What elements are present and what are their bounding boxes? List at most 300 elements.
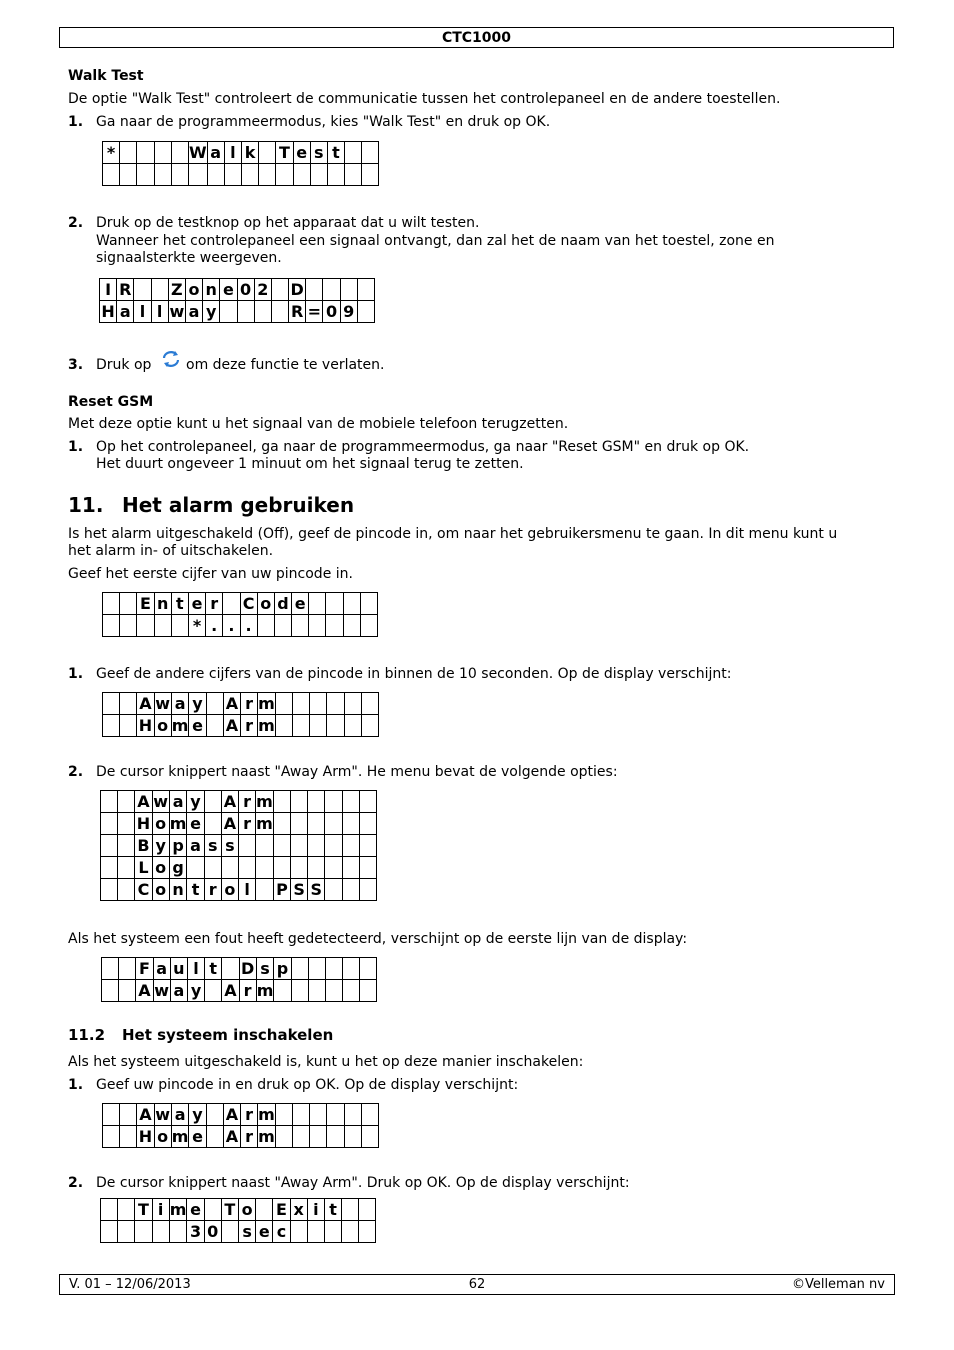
lcd-cell [271, 301, 288, 323]
lcd-row [103, 164, 379, 186]
lcd-cell [344, 715, 361, 737]
lcd-cell [344, 1104, 361, 1126]
walk-test-step3-post: om deze functie te verlaten. [186, 357, 385, 373]
lcd-cell: s [256, 958, 274, 980]
lcd-cell [293, 164, 310, 186]
lcd-cell [187, 857, 204, 879]
lcd-cell [325, 857, 342, 879]
lcd-cell [291, 958, 308, 980]
lcd-cell [273, 835, 290, 857]
lcd-cell: s [310, 142, 327, 164]
lcd-cell [360, 593, 377, 615]
lcd-cell [324, 1221, 341, 1243]
lcd-cell [257, 615, 274, 637]
walk-test-step2-detail: Wanneer het controlepaneel een signaal ontvangt, dan zal het de naam van het toestel, zone en [96, 233, 775, 249]
lcd-cell [120, 1104, 137, 1126]
lcd-row [102, 958, 377, 980]
lcd-cell: m [256, 814, 273, 833]
lcd-cell [275, 1126, 292, 1148]
lcd-cell: a [153, 958, 170, 980]
lcd-cell [134, 279, 151, 301]
lcd-cell: e [189, 1126, 206, 1148]
lcd-cell: m [256, 981, 274, 1000]
lcd-cell [118, 835, 135, 857]
lcd-cell [275, 693, 292, 715]
step-number: 1. [68, 666, 84, 682]
lcd-cell [308, 980, 325, 1002]
lcd-cell [205, 980, 222, 1002]
lcd-cell: r [240, 715, 257, 737]
lcd-cell [327, 1126, 344, 1148]
lcd-cell [221, 1221, 238, 1243]
lcd-cell: Z [168, 279, 185, 301]
lcd-cell [345, 164, 362, 186]
lcd-row [101, 835, 377, 857]
lcd-cell: x [290, 1199, 307, 1221]
lcd-cell [326, 593, 343, 615]
lcd-cell: E [273, 1199, 290, 1221]
walk-test-step2-detail: signaalsterkte weergeven. [96, 250, 282, 266]
lcd-row [103, 715, 379, 737]
lcd-cell [154, 142, 171, 164]
section11-2-step1: Geef uw pincode in en druk op OK. Op de display verschijnt: [96, 1077, 519, 1093]
lcd-cell [342, 835, 359, 857]
lcd-cell: t [327, 142, 344, 164]
lcd-cell [359, 835, 376, 857]
lcd-cell: R [117, 279, 134, 301]
lcd-row [103, 693, 379, 715]
lcd-cell: A [135, 791, 152, 813]
lcd-cell: m [258, 1127, 275, 1146]
lcd-cell: A [221, 813, 238, 835]
lcd-row [101, 1221, 376, 1243]
lcd-display [102, 141, 379, 186]
lcd-cell: m [258, 716, 275, 735]
lcd-cell [345, 142, 362, 164]
lcd-cell [118, 879, 135, 901]
lcd-display [100, 790, 377, 901]
lcd-cell [327, 693, 344, 715]
lcd-cell [221, 857, 238, 879]
lcd-cell [207, 164, 224, 186]
lcd-cell [103, 593, 120, 615]
lcd-cell [118, 1199, 135, 1221]
refresh-icon [161, 350, 181, 368]
lcd-cell: t [187, 879, 204, 901]
lcd-cell [120, 615, 137, 637]
step-number: 2. [68, 215, 84, 231]
lcd-cell: m [169, 1200, 187, 1219]
lcd-cell: e [293, 142, 310, 164]
lcd-cell: a [171, 1104, 189, 1126]
lcd-row [100, 301, 375, 323]
subsection-title: Het systeem inschakelen [122, 1026, 334, 1044]
lcd-display [102, 692, 379, 737]
lcd-cell [359, 1221, 376, 1243]
lcd-cell [220, 301, 237, 323]
lcd-cell: C [135, 879, 152, 901]
lcd-cell [357, 279, 374, 301]
lcd-cell: o [221, 879, 238, 901]
lcd-cell: r [204, 879, 221, 901]
lcd-cell: F [136, 958, 153, 980]
lcd-cell: m [169, 814, 187, 833]
lcd-cell [359, 813, 376, 835]
lcd-cell: T [221, 1199, 238, 1221]
lcd-cell: A [222, 980, 239, 1002]
lcd-cell [101, 1199, 118, 1221]
reset-gsm-step1: Op het controlepaneel, ga naar de programmeermodus, ga naar "Reset GSM" en druk op OK. [96, 439, 750, 455]
lcd-cell: E [137, 593, 154, 615]
lcd-cell: a [169, 791, 187, 813]
lcd-cell [310, 693, 327, 715]
lcd-display [102, 1103, 379, 1148]
lcd-cell: a [185, 301, 202, 323]
lcd-cell [103, 693, 120, 715]
lcd-cell [222, 958, 239, 980]
lcd-cell [204, 1199, 221, 1221]
lcd-cell [362, 142, 379, 164]
lcd-cell [327, 715, 344, 737]
lcd-cell: 0 [204, 1221, 221, 1243]
lcd-display [102, 592, 378, 637]
lcd-cell: r [238, 791, 255, 813]
lcd-cell [103, 1104, 120, 1126]
lcd-cell [238, 857, 255, 879]
lcd-cell [120, 164, 137, 186]
lcd-cell: e [292, 593, 309, 615]
lcd-row [103, 1126, 379, 1148]
lcd-cell [291, 791, 308, 813]
lcd-cell [308, 958, 325, 980]
lcd-cell: m [256, 792, 273, 811]
lcd-cell [291, 857, 308, 879]
lcd-cell [359, 1199, 376, 1221]
lcd-cell: r [206, 593, 223, 615]
lcd-cell [256, 1199, 273, 1221]
lcd-cell: H [101, 302, 115, 321]
lcd-cell [238, 835, 255, 857]
lcd-cell [361, 693, 378, 715]
lcd-row [101, 1199, 376, 1221]
lcd-cell [118, 791, 135, 813]
step-number: 1. [68, 114, 84, 130]
lcd-cell [344, 1126, 361, 1148]
lcd-row [101, 791, 377, 813]
lcd-cell [154, 615, 171, 637]
footer-page-number: 62 [468, 1277, 486, 1292]
lcd-cell [357, 301, 374, 323]
lcd-cell: i [307, 1199, 324, 1221]
lcd-cell: . [223, 615, 240, 637]
lcd-cell [102, 980, 119, 1002]
lcd-cell [361, 1104, 378, 1126]
reset-gsm-step1-detail: Het duurt ongeveer 1 minuut om het signaal terug te zetten. [96, 456, 524, 472]
lcd-cell: e [187, 813, 204, 835]
lcd-cell: l [224, 142, 241, 164]
lcd-display [100, 1198, 376, 1243]
lcd-cell: l [187, 958, 204, 980]
lcd-cell [259, 142, 276, 164]
lcd-cell [273, 813, 290, 835]
lcd-cell: T [135, 1199, 152, 1221]
lcd-cell: A [223, 715, 240, 737]
lcd-cell [342, 1199, 359, 1221]
lcd-cell: g [169, 857, 187, 879]
lcd-cell [206, 715, 223, 737]
lcd-cell: * [103, 142, 120, 164]
lcd-cell: 0 [323, 301, 340, 323]
lcd-cell [120, 593, 137, 615]
lcd-cell: y [187, 980, 204, 1002]
lcd-display [101, 957, 377, 1002]
lcd-cell [241, 164, 258, 186]
lcd-cell [135, 1221, 152, 1243]
lcd-cell: e [220, 279, 237, 301]
lcd-cell [306, 279, 323, 301]
lcd-cell: 2 [254, 279, 271, 301]
lcd-cell: o [238, 1199, 255, 1221]
lcd-cell [276, 164, 293, 186]
lcd-cell: o [185, 279, 202, 301]
lcd-cell: n [154, 593, 171, 615]
lcd-row [101, 879, 377, 901]
lcd-cell: H [136, 814, 151, 833]
lcd-cell: A [223, 1104, 240, 1126]
lcd-cell: e [187, 1199, 204, 1221]
lcd-cell [309, 593, 326, 615]
lcd-cell: * [188, 615, 205, 637]
footer-version: V. 01 – 12/06/2013 [69, 1277, 191, 1292]
lcd-cell [103, 615, 120, 637]
lcd-cell: H [138, 1127, 153, 1146]
lcd-cell [342, 1221, 359, 1243]
reset-gsm-title: Reset GSM [68, 394, 154, 410]
lcd-cell: s [221, 835, 238, 857]
lcd-cell: m [258, 694, 275, 713]
lcd-cell [254, 301, 271, 323]
lcd-cell [359, 857, 376, 879]
lcd-cell [325, 879, 342, 901]
lcd-cell: n [169, 879, 187, 901]
lcd-cell [325, 958, 342, 980]
lcd-cell: . [206, 615, 223, 637]
lcd-cell: a [170, 980, 187, 1002]
lcd-cell [204, 813, 221, 835]
lcd-cell [343, 958, 360, 980]
lcd-cell: i [152, 1199, 169, 1221]
lcd-cell [101, 857, 118, 879]
lcd-cell [290, 1221, 307, 1243]
lcd-display [99, 278, 375, 323]
lcd-cell [361, 1126, 378, 1148]
lcd-cell: H [138, 716, 153, 735]
lcd-cell [103, 715, 120, 737]
lcd-cell [291, 980, 308, 1002]
lcd-cell [101, 835, 118, 857]
lcd-cell: = [307, 302, 322, 321]
lcd-cell: w [153, 792, 169, 811]
lcd-cell: c [273, 1221, 290, 1243]
lcd-row [101, 813, 377, 835]
lcd-cell [343, 980, 360, 1002]
step-number: 1. [68, 1077, 84, 1093]
lcd-cell: A [137, 693, 154, 715]
lcd-cell: o [257, 593, 274, 615]
lcd-cell [119, 958, 136, 980]
walk-test-intro: De optie "Walk Test" controleert de communicatie tussen het controlepaneel en de andere toestellen. [68, 91, 781, 107]
lcd-cell: w [169, 302, 185, 321]
lcd-cell: m [258, 1105, 275, 1124]
lcd-cell [256, 835, 274, 857]
lcd-cell [103, 1126, 120, 1148]
lcd-cell: p [274, 958, 291, 980]
lcd-cell [120, 1126, 137, 1148]
section11-intro: het alarm in- of uitschakelen. [68, 543, 274, 559]
lcd-cell [343, 615, 360, 637]
lcd-cell: e [189, 715, 206, 737]
lcd-cell [327, 164, 344, 186]
lcd-cell: a [171, 693, 189, 715]
lcd-cell [169, 1221, 187, 1243]
lcd-cell: D [240, 959, 255, 978]
lcd-cell [273, 791, 290, 813]
lcd-cell [359, 879, 376, 901]
lcd-cell: e [256, 1221, 273, 1243]
lcd-cell: C [240, 593, 257, 615]
step-number: 2. [68, 764, 84, 780]
walk-test-step3-pre: Druk op [96, 357, 152, 373]
lcd-cell [362, 164, 379, 186]
walk-test-step2: Druk op de testknop op het apparaat dat u wilt testen. [96, 215, 480, 231]
lcd-cell: r [240, 693, 257, 715]
lcd-row [103, 142, 379, 164]
lcd-cell [101, 791, 118, 813]
section11-2-intro: Als het systeem uitgeschakeld is, kunt u het op deze manier inschakelen: [68, 1054, 584, 1070]
lcd-cell [292, 615, 309, 637]
lcd-cell: r [240, 1126, 257, 1148]
lcd-row [102, 980, 377, 1002]
lcd-cell: l [134, 301, 151, 323]
lcd-cell [310, 164, 327, 186]
lcd-cell: a [207, 142, 224, 164]
lcd-cell: y [189, 1104, 206, 1126]
lcd-cell: 0 [237, 279, 254, 301]
lcd-cell [293, 1126, 310, 1148]
step-number: 1. [68, 439, 84, 455]
lcd-cell: y [203, 301, 220, 323]
lcd-cell [259, 164, 276, 186]
page-footer [59, 1274, 895, 1295]
step-number: 2. [68, 1175, 84, 1191]
lcd-cell [342, 813, 359, 835]
lcd-cell: r [240, 1104, 257, 1126]
lcd-cell: A [137, 1104, 154, 1126]
lcd-cell [360, 615, 377, 637]
lcd-cell [120, 715, 137, 737]
lcd-cell [237, 301, 254, 323]
lcd-cell [310, 1126, 327, 1148]
lcd-cell [188, 164, 207, 186]
lcd-cell [137, 142, 154, 164]
lcd-cell: l [238, 879, 255, 901]
lcd-cell [204, 791, 221, 813]
lcd-cell: o [152, 879, 169, 901]
lcd-cell [274, 980, 291, 1002]
lcd-cell: w [154, 981, 170, 1000]
lcd-cell: 9 [340, 301, 357, 323]
lcd-cell: t [171, 593, 188, 615]
lcd-cell: . [240, 615, 257, 637]
section11-intro: Is het alarm uitgeschakeld (Off), geef de pincode in, om naar het gebruikersmenu te gaan. In dit menu kunt u [68, 526, 838, 542]
lcd-cell [274, 615, 291, 637]
lcd-cell: y [189, 693, 206, 715]
lcd-cell [326, 615, 343, 637]
lcd-cell: y [187, 791, 204, 813]
lcd-cell: r [239, 980, 256, 1002]
lcd-cell [118, 857, 135, 879]
lcd-cell [308, 791, 325, 813]
lcd-cell [342, 879, 359, 901]
lcd-cell: T [276, 142, 293, 164]
lcd-cell [308, 857, 325, 879]
lcd-cell [171, 615, 188, 637]
lcd-cell: w [155, 1105, 171, 1124]
page-header: CTC1000 [59, 27, 894, 48]
lcd-cell [224, 164, 241, 186]
section11-intro: Geef het eerste cijfer van uw pincode in. [68, 566, 353, 582]
lcd-cell [271, 279, 288, 301]
section11-step2: De cursor knippert naast "Away Arm". He menu bevat de volgende opties: [96, 764, 618, 780]
lcd-cell [275, 715, 292, 737]
lcd-cell [343, 593, 360, 615]
walk-test-step1: Ga naar de programmeermodus, kies "Walk Test" en druk op OK. [96, 114, 551, 130]
lcd-cell: m [171, 1127, 189, 1146]
lcd-cell [206, 1104, 223, 1126]
lcd-cell [101, 879, 118, 901]
lcd-cell: t [205, 958, 222, 980]
lcd-cell [293, 693, 310, 715]
lcd-cell [120, 693, 137, 715]
lcd-cell [360, 980, 377, 1002]
lcd-cell: s [238, 1221, 255, 1243]
lcd-cell [137, 164, 154, 186]
lcd-cell: t [324, 1199, 341, 1221]
section-title: Het alarm gebruiken [122, 493, 355, 517]
lcd-cell: k [241, 142, 258, 164]
lcd-cell [103, 164, 120, 186]
lcd-cell: r [238, 813, 255, 835]
lcd-cell [361, 715, 378, 737]
lcd-cell [342, 857, 359, 879]
lcd-cell [275, 1104, 292, 1126]
lcd-cell [206, 1126, 223, 1148]
lcd-cell [291, 813, 308, 835]
lcd-cell: A [223, 1126, 240, 1148]
lcd-cell [118, 813, 135, 835]
lcd-cell [293, 1104, 310, 1126]
lcd-row [100, 279, 375, 301]
reset-gsm-intro: Met deze optie kunt u het signaal van de mobiele telefoon terugzetten. [68, 416, 569, 432]
lcd-cell [101, 813, 118, 835]
lcd-cell [307, 1221, 324, 1243]
lcd-cell [102, 958, 119, 980]
lcd-cell [325, 980, 342, 1002]
footer-copyright: ©Velleman nv [791, 1277, 885, 1292]
lcd-cell: o [154, 1126, 171, 1148]
lcd-cell [256, 879, 274, 901]
lcd-cell [308, 835, 325, 857]
